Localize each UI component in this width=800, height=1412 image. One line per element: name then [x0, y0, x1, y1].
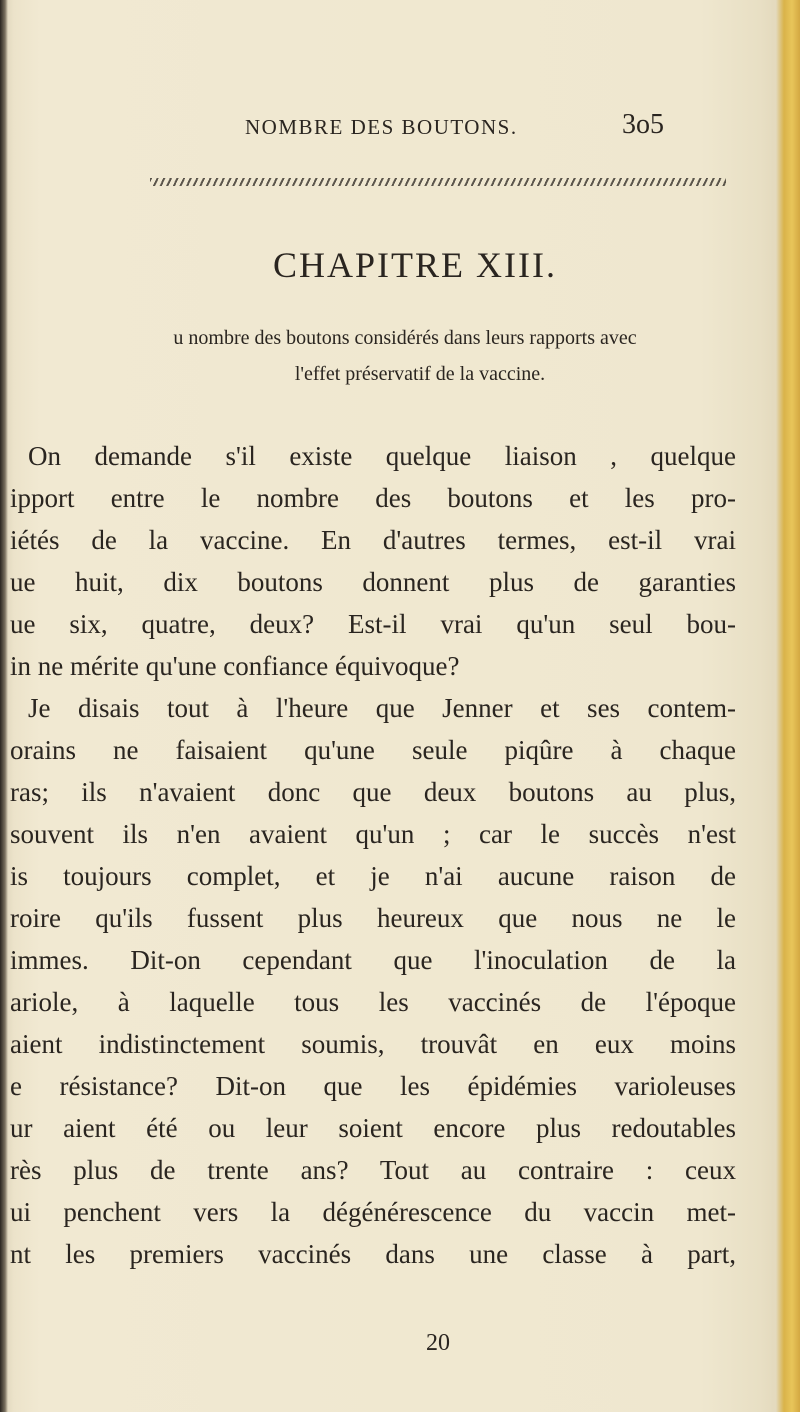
text-line: orains ne faisaient qu'une seule piqûre à chaque: [10, 735, 736, 765]
binding-shadow: [0, 0, 8, 1412]
ornamental-rule: [150, 178, 726, 186]
chapter-subtitle-line: u nombre des boutons considérés dans leurs rapports avec: [173, 327, 637, 349]
text-line: Je disais tout à l'heure que Jenner et ses contem-: [28, 693, 736, 723]
chapter-title: CHAPITRE XIII.: [273, 245, 557, 285]
running-head: [0, 109, 760, 149]
text-line: ras; ils n'avaient donc que deux boutons au plus,: [10, 777, 736, 807]
text-line: aient indistinctement soumis, trouvât en eux moins: [10, 1029, 736, 1059]
page-number: 3o5: [622, 109, 664, 140]
page-edge: [776, 0, 800, 1412]
text-line: nt les premiers vaccinés dans une classe à part,: [10, 1239, 736, 1269]
running-title: NOMBRE DES BOUTONS.: [245, 115, 518, 139]
text-line: souvent ils n'en avaient qu'un ; car le succès n'est: [10, 819, 736, 849]
text-line: is toujours complet, et je n'ai aucune raison de: [10, 861, 736, 891]
text-line: roire qu'ils fussent plus heureux que nous ne le: [10, 903, 736, 933]
text-line: On demande s'il existe quelque liaison , quelque: [28, 441, 736, 471]
chapter-subtitle-line: l'effet préservatif de la vaccine.: [294, 363, 546, 385]
text-line: ue six, quatre, deux? Est-il vrai qu'un seul bou-: [10, 609, 736, 639]
text-line: rès plus de trente ans? Tout au contraire : ceux: [10, 1155, 736, 1185]
text-line: iétés de la vaccine. En d'autres termes, est-il vrai: [10, 525, 736, 555]
text-line: ur aient été ou leur soient encore plus redoutables: [10, 1113, 736, 1143]
text-line: immes. Dit-on cependant que l'inoculation de la: [10, 945, 736, 975]
text-line: ariole, à laquelle tous les vaccinés de l'époque: [10, 987, 736, 1017]
text-line: e résistance? Dit-on que les épidémies varioleuses: [10, 1071, 736, 1101]
text-line: ui penchent vers la dégénérescence du vaccin met-: [10, 1197, 736, 1227]
text-line: ue huit, dix boutons donnent plus de garanties: [10, 567, 736, 597]
text-line: in ne mérite qu'une confiance équivoque?: [10, 651, 460, 681]
text-line: ipport entre le nombre des boutons et les pro-: [10, 483, 736, 513]
signature-mark: 20: [426, 1330, 450, 1356]
